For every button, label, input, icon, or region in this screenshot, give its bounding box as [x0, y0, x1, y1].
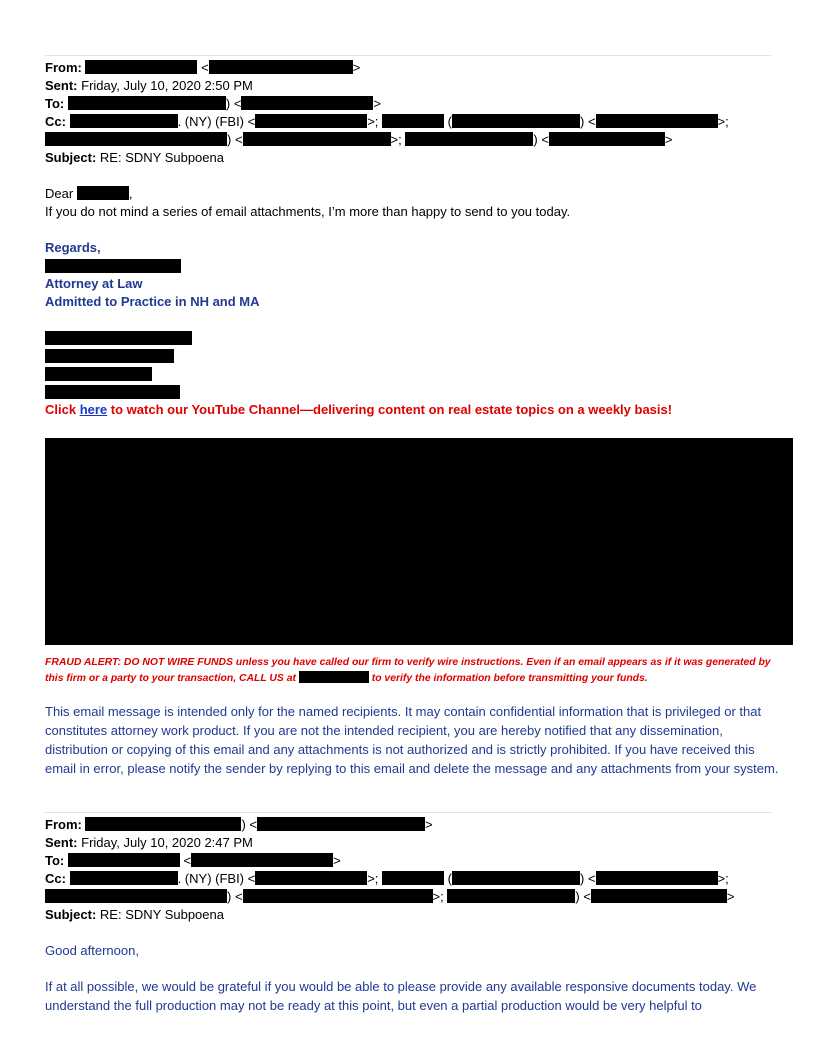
sig-title: Attorney at Law	[45, 276, 143, 291]
sent-line-1	[45, 77, 253, 94]
redaction	[85, 817, 241, 831]
sent-label: Sent:	[45, 78, 78, 93]
fraud-alert-line1: FRAUD ALERT: DO NOT WIRE FUNDS unless you have called our firm to verify wire instructions. Even if an email appears as if it was generated by	[45, 657, 771, 668]
redacted-banner-image	[45, 438, 793, 645]
sent-value: Friday, July 10, 2020 2:47 PM	[81, 835, 253, 850]
redaction-sig-name	[45, 259, 181, 273]
cc-fragment: . (NY) (FBI) <	[177, 871, 256, 886]
cc-line-1: Cc: . (NY) (FBI) < >; ( ) < >;	[45, 114, 729, 129]
sent-value: Friday, July 10, 2020 2:50 PM	[81, 78, 253, 93]
redaction	[68, 96, 226, 110]
redaction	[255, 114, 367, 128]
redaction	[257, 817, 425, 831]
redaction	[70, 114, 178, 128]
subject-line-2	[45, 906, 224, 923]
redaction	[243, 132, 391, 146]
redaction	[549, 132, 665, 146]
youtube-line	[45, 401, 672, 418]
cc-line-2b: ) < >; ) < >	[45, 888, 735, 905]
redaction	[452, 871, 580, 885]
subject-line-1	[45, 149, 224, 166]
redaction	[299, 671, 369, 683]
redaction	[591, 889, 727, 903]
redaction	[452, 114, 580, 128]
youtube-suffix: to watch our YouTube Channel—delivering content on real estate topics on a weekly basis!	[110, 402, 673, 417]
greeting-1: Dear ,	[45, 186, 133, 201]
body-1: If you do not mind a series of email attachments, I’m more than happy to send to you today.	[45, 204, 571, 219]
redaction	[77, 186, 129, 200]
fraud-alert	[45, 655, 793, 687]
to-line-2: To: < >	[45, 853, 341, 868]
redaction	[241, 96, 373, 110]
youtube-prefix: Click	[45, 402, 77, 417]
sent-line-2	[45, 834, 253, 851]
cc-label: Cc:	[45, 871, 66, 886]
redaction	[447, 889, 575, 903]
header-divider-2	[45, 812, 771, 813]
redaction	[596, 114, 718, 128]
redaction	[45, 889, 227, 903]
greeting-text: Dear	[45, 186, 74, 201]
redaction	[191, 853, 333, 867]
redaction	[45, 132, 227, 146]
cc-line-2: Cc: . (NY) (FBI) < >; ( ) < >;	[45, 871, 729, 886]
header-divider-1	[45, 55, 771, 56]
from-label: From:	[45, 817, 82, 832]
fraud-alert-line2	[45, 671, 793, 687]
redaction-address-4	[45, 385, 180, 399]
from-label: From:	[45, 60, 82, 75]
redaction-address-1	[45, 331, 192, 345]
cc-label: Cc:	[45, 114, 66, 129]
redaction	[596, 871, 718, 885]
cc-line-1b: ) < >; ) < >	[45, 131, 673, 148]
redaction	[70, 871, 178, 885]
redaction	[382, 871, 444, 885]
redaction	[405, 132, 533, 146]
greeting-2: Good afternoon,	[45, 943, 139, 958]
redaction	[85, 60, 197, 74]
subject-value: RE: SDNY Subpoena	[99, 907, 224, 922]
cc-fragment: . (NY) (FBI) <	[177, 114, 256, 129]
from-line-2: From: ) < >	[45, 817, 433, 832]
sig-admitted: Admitted to Practice in NH and MA	[45, 294, 260, 309]
sent-label: Sent:	[45, 835, 78, 850]
subject-label: Subject:	[45, 150, 97, 165]
youtube-link[interactable]: here	[79, 402, 108, 417]
redaction	[243, 889, 433, 903]
from-line-1: From: < >	[45, 60, 361, 75]
body-2: If at all possible, we would be grateful if you would be able to please provide any available responsive documents today. We understand the full production may not be ready at this point, but even a partial production would be very helpful to	[45, 979, 757, 1013]
fraud-alert-text-b: to verify the information before transmitting your funds.	[371, 673, 648, 684]
subject-value: RE: SDNY Subpoena	[99, 150, 224, 165]
redaction-address-2	[45, 349, 174, 363]
redaction	[255, 871, 367, 885]
redaction	[209, 60, 353, 74]
confidentiality-disclaimer: This email message is intended only for the named recipients. It may contain confidential information that is privileged or that constitutes attorney work product. If you are not the intended recipient, you are hereby notified that any dissemination, distribution or copying of this email and any attachments is not authorized and is strictly prohibited. If you have received this email in error, please notify the sender by replying to this email and delete the message and any attachments from your system.	[45, 704, 779, 776]
redaction-address-3	[45, 367, 152, 381]
fraud-alert-text-a: this firm or a party to your transaction, CALL US at	[45, 673, 296, 684]
redaction	[68, 853, 180, 867]
to-line-1: To: ) < >	[45, 96, 382, 111]
to-label: To:	[45, 853, 65, 868]
to-label: To:	[45, 96, 65, 111]
subject-label: Subject:	[45, 907, 97, 922]
regards: Regards,	[45, 240, 101, 255]
redaction	[382, 114, 444, 128]
